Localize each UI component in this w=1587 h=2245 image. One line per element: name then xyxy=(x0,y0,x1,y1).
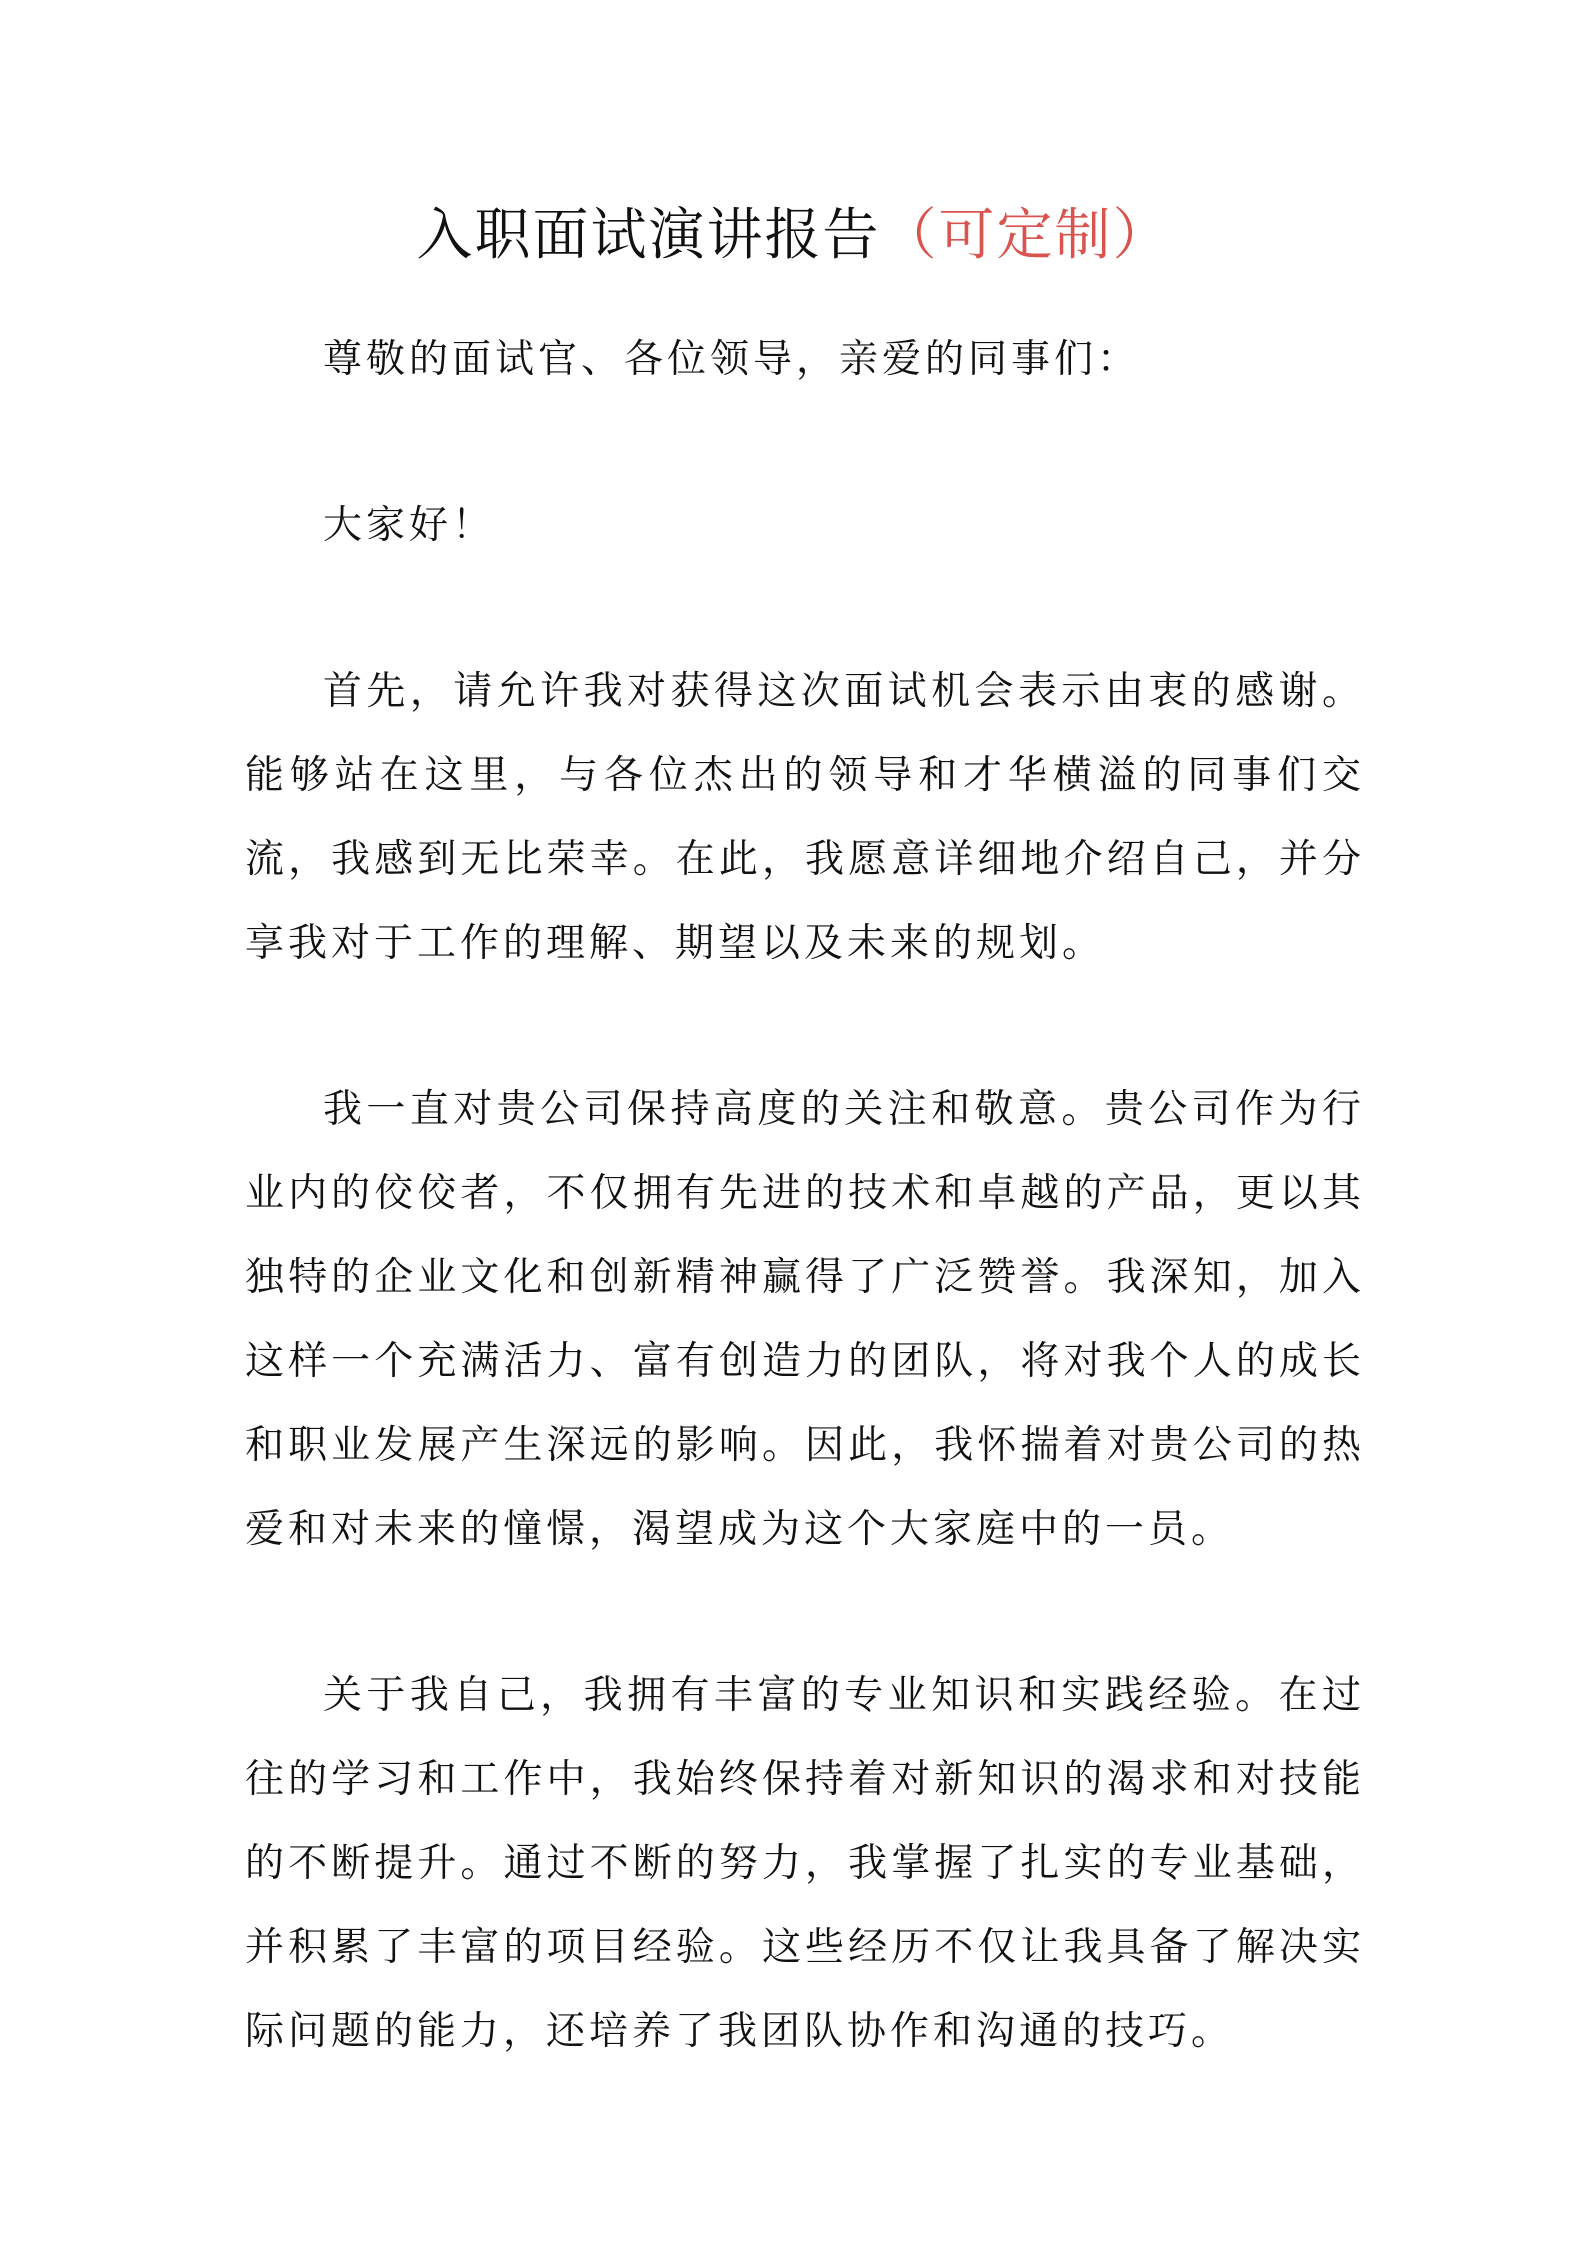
title-suffix: （可定制） xyxy=(880,203,1171,268)
body-paragraph: 关于我自己，我拥有丰富的专业知识和实践经验。在过往的学习和工作中，我始终保持着对新知识的渴求和对技能的不断提升。通过不断的努力，我掌握了扎实的专业基础，并积累了丰富的项目经验。这些经历不仅让我具备了解决实际问题的能力，还培养了我团队协作和沟通的技巧。 xyxy=(245,1673,1365,2054)
body-paragraph: 我一直对贵公司保持高度的关注和敬意。贵公司作为行业内的佼佼者，不仅拥有先进的技术和卓越的产品，更以其独特的企业文化和创新精神赢得了广泛赞誉。我深知，加入这样一个充满活力、富有创造力的团队，将对我个人的成长和职业发展产生深远的影响。因此，我怀揣着对贵公司的热爱和对未来的憧憬，渴望成为这个大家庭中的一员。 xyxy=(245,1087,1365,1552)
body-paragraph: 首先，请允许我对获得这次面试机会表示由衷的感谢。能够站在这里，与各位杰出的领导和才华横溢的同事们交流，我感到无比荣幸。在此，我愿意详细地介绍自己，并分享我对于工作的理解、期望以及未来的规划。 xyxy=(245,669,1365,966)
document-title xyxy=(0,196,1587,276)
greeting-paragraph: 大家好！ xyxy=(323,503,496,548)
document-body xyxy=(245,318,1365,2074)
title-main: 入职面试演讲报告 xyxy=(416,203,881,268)
salutation-paragraph: 尊敬的面试官、各位领导，亲爱的同事们： xyxy=(323,337,1141,382)
